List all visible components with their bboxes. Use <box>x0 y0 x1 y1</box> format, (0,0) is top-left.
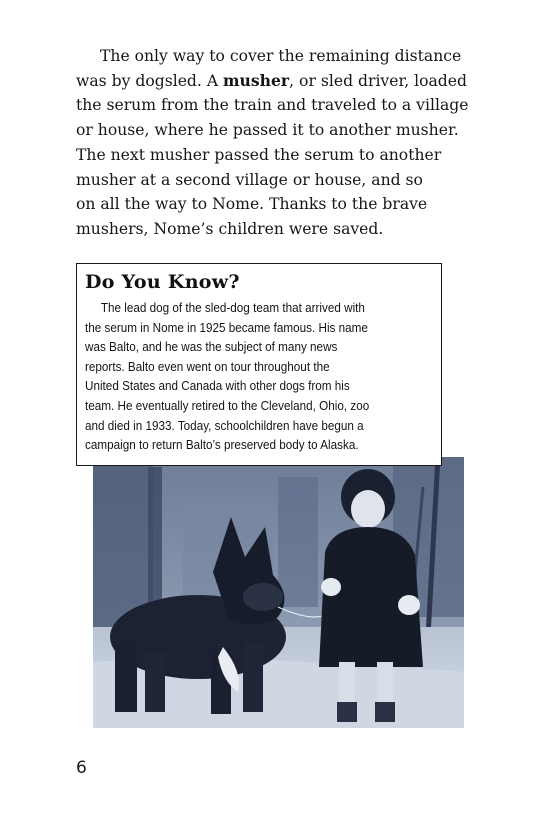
page-number: 6 <box>76 758 87 778</box>
paragraph-line: The only way to cover the remaining distance <box>100 47 462 65</box>
photo-illustration <box>93 457 464 728</box>
sled-dog-and-child-photo <box>93 457 464 728</box>
sidebar-body <box>85 298 430 455</box>
sidebar-line: United States and Canada with other dogs from his <box>85 378 350 394</box>
sidebar-line: The lead dog of the sled-dog team that arrived with <box>100 300 365 315</box>
sidebar-line: was Balto, and he was the subject of many news <box>85 339 338 355</box>
sidebar-line: campaign to return Balto’s preserved body to Alaska. <box>85 437 359 453</box>
body-paragraph <box>76 44 476 242</box>
sidebar-line: reports. Balto even went on tour throughout the <box>85 358 330 374</box>
sidebar-line: team. He eventually retired to the Cleveland, Ohio, zoo <box>85 397 370 413</box>
paragraph-line: the serum from the train and traveled to a village <box>76 96 469 115</box>
sidebar-title: Do You Know? <box>85 271 240 293</box>
paragraph-line: on all the way to Nome. Thanks to the brave <box>76 195 428 214</box>
glossary-term: musher <box>223 70 290 90</box>
do-you-know-box <box>76 263 442 466</box>
paragraph-line: mushers, Nome’s children were saved. <box>76 219 384 238</box>
sidebar-line: the serum in Nome in 1925 became famous. His name <box>85 319 368 335</box>
paragraph-line: The next musher passed the serum to another <box>76 145 442 164</box>
paragraph-line: or house, where he passed it to another musher. <box>76 121 459 140</box>
sidebar-line: and died in 1933. Today, schoolchildren have begun a <box>85 417 364 433</box>
paragraph-line: musher at a second village or house, and so <box>76 170 423 189</box>
paragraph-line: was by dogsled. A musher, or sled driver, loaded <box>76 70 467 90</box>
